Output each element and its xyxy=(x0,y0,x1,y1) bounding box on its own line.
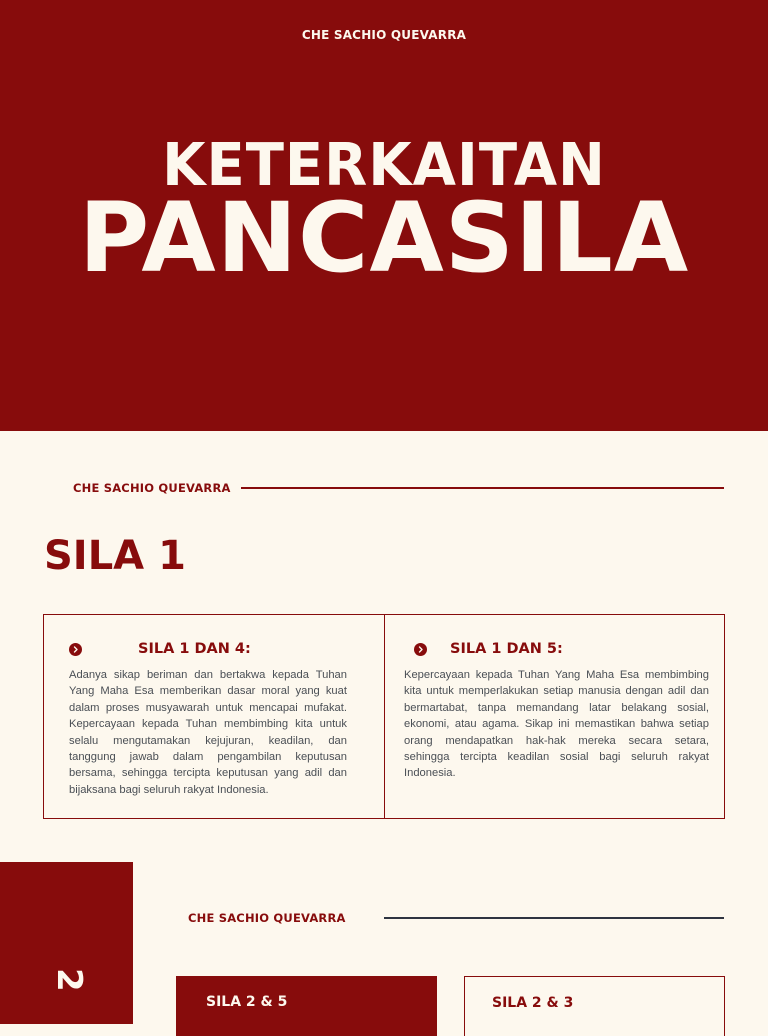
section2-author: CHE SACHIO QUEVARRA xyxy=(188,911,346,925)
box-body: Adanya sikap beriman dan bertakwa kepada Tuhan Yang Maha Esa memberikan dasar moral yang kuat dalam proses musyawarah untuk mencapai mufakat. Kepercayaan kepada Tuhan membimbing kita untuk selalu mengutamakan kejujuran, keadilan, dan tanggung jawab dalam pengambilan keputusan bersama, sehingga tercipta keputusan yang adil dan bijaksana bagi seluruh rakyat Indonesia. xyxy=(69,669,347,796)
bullet-icon xyxy=(69,643,82,656)
section1-author: CHE SACHIO QUEVARRA xyxy=(73,481,231,495)
card-title: SILA 2 & 5 xyxy=(206,994,288,1010)
section2-divider xyxy=(384,917,724,919)
box-title: SILA 1 DAN 5: xyxy=(450,641,563,657)
bullet-icon xyxy=(414,643,427,656)
sila-box-1-4 xyxy=(43,614,385,819)
card-title: SILA 2 & 3 xyxy=(492,995,574,1011)
sila-card-2-3 xyxy=(464,976,725,1036)
section2-side-number: 2 xyxy=(49,968,89,992)
box-title: SILA 1 DAN 4: xyxy=(138,641,251,657)
hero-banner xyxy=(0,0,768,431)
sila-box-1-5 xyxy=(384,614,725,819)
sila-card-2-5 xyxy=(176,976,437,1036)
section1-heading: SILA 1 xyxy=(44,533,186,579)
box-body: Kepercayaan kepada Tuhan Yang Maha Esa membimbing kita untuk memperlakukan setiap manusia dengan adil dan bermartabat, tanpa memandang latar belakang sosial, ekonomi, atau agama. Sikap ini memastikan bahwa setiap orang mendapatkan hak-hak mereka secara setara, sehingga tercipta keadilan sosial bagi seluruh rakyat Indonesia. xyxy=(404,669,709,780)
hero-author: CHE SACHIO QUEVARRA xyxy=(301,28,467,42)
hero-title-line1: KETERKAITAN xyxy=(162,131,606,200)
hero-title-line2: PANCASILA xyxy=(78,182,690,294)
section1-divider xyxy=(241,487,724,489)
